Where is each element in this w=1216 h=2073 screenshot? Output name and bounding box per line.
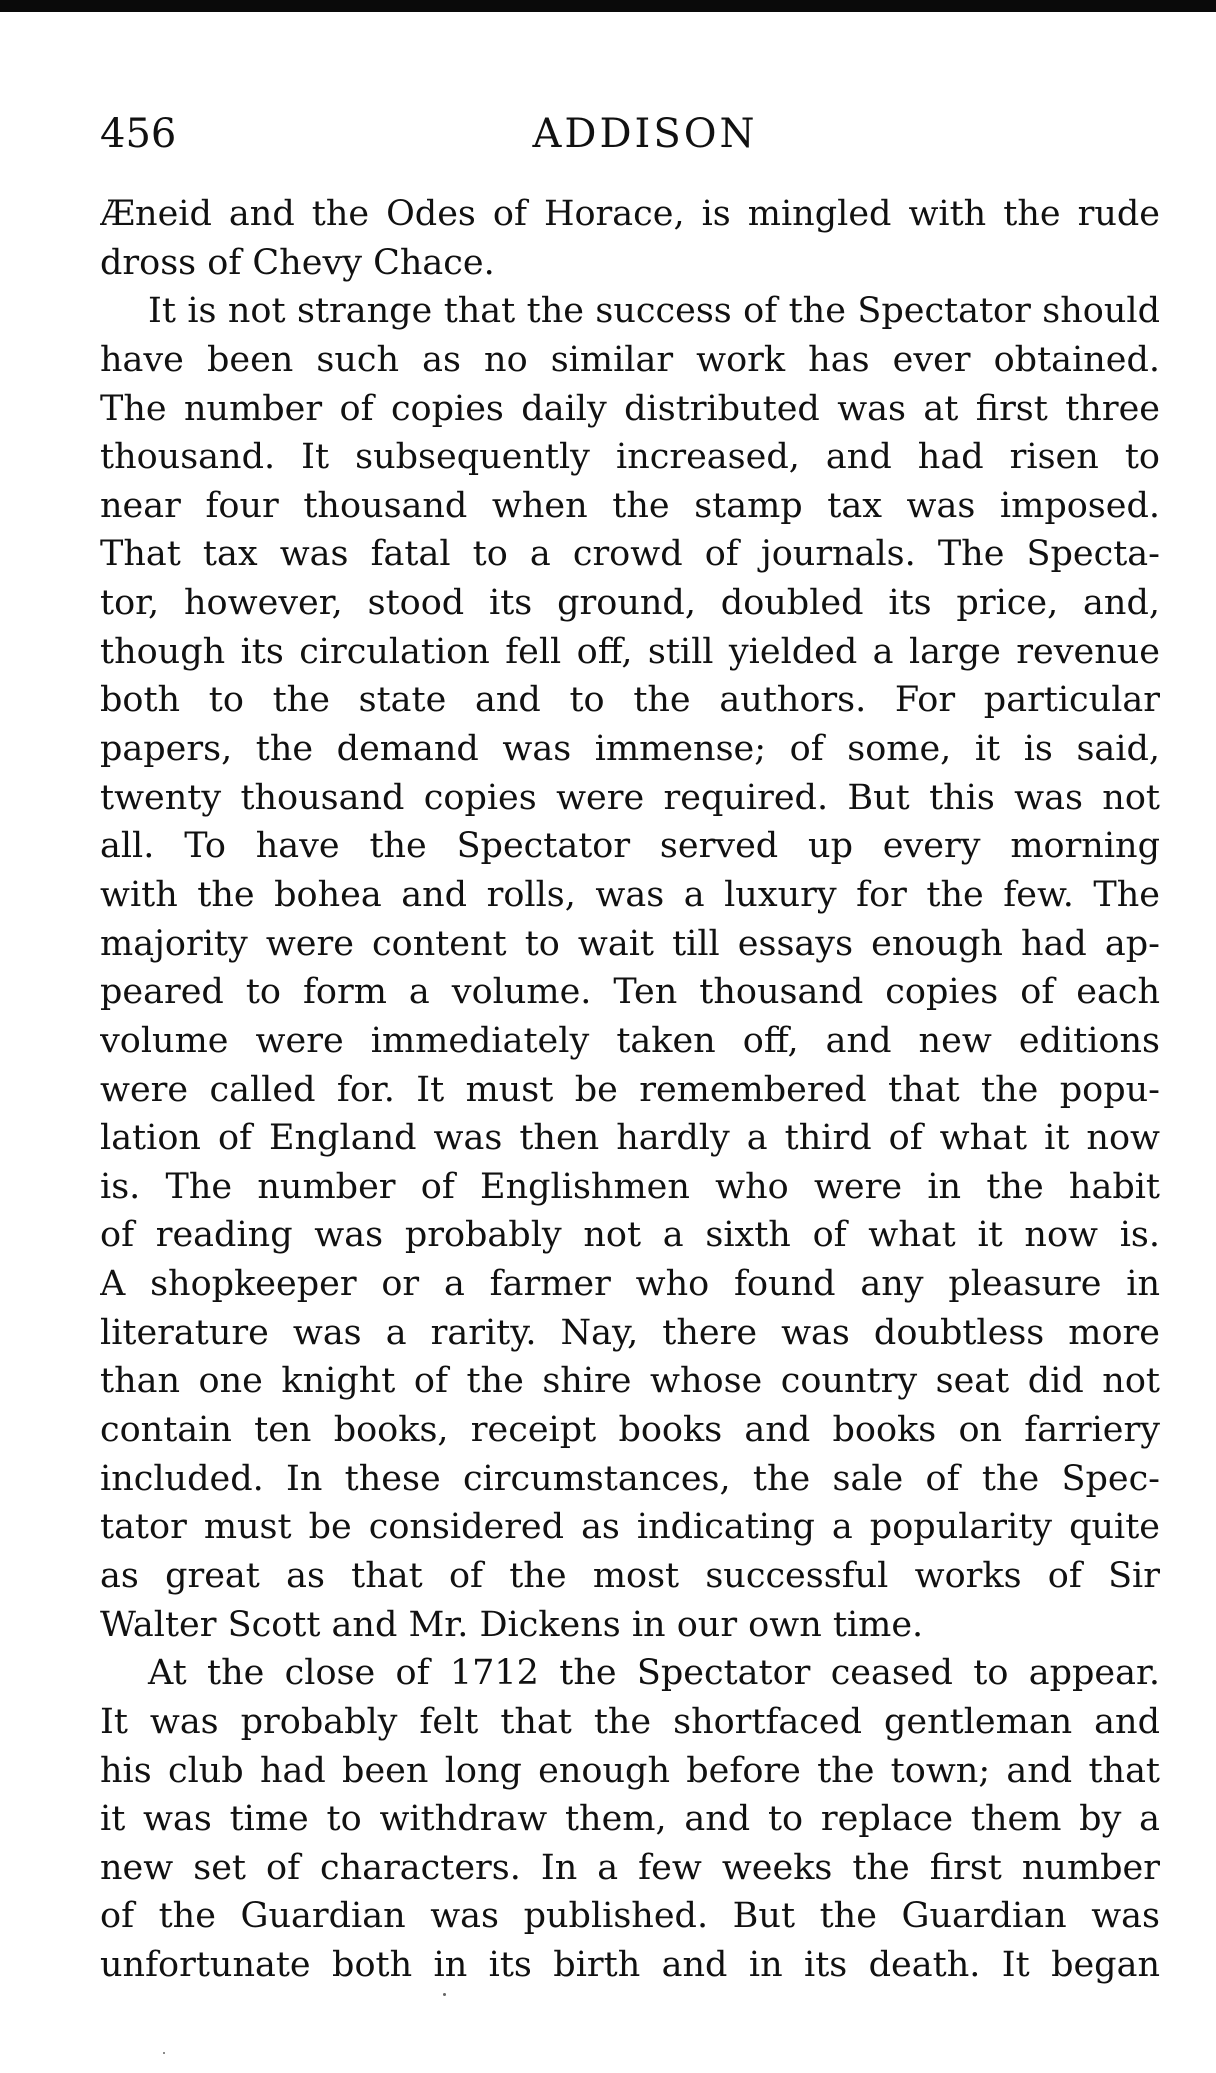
text-line: papers, the demand was immense; of some, it is said,	[100, 729, 1160, 770]
text-line: were called for. It must be remembered that the popu-	[100, 1069, 1160, 1110]
page-header	[100, 104, 1160, 164]
top-border-rule	[0, 0, 1216, 12]
scan-speck	[443, 1993, 446, 1996]
scan-speck	[163, 2052, 165, 2054]
text-line: volume were immediately taken off, and new editions	[100, 1020, 1160, 1061]
text-line: as great as that of the most successful works of Sir	[100, 1555, 1160, 1596]
text-line: Walter Scott and Mr. Dickens in our own time.	[100, 1604, 924, 1645]
text-line: than one knight of the shire whose country seat did not	[100, 1361, 1160, 1402]
text-line: tor, however, stood its ground, doubled its price, and,	[100, 583, 1160, 624]
text-line: peared to form a volume. Ten thousand copies of each	[100, 972, 1160, 1013]
text-line: It is not strange that the success of the Spectator should	[148, 291, 1160, 332]
text-line: near four thousand when the stamp tax was imposed.	[100, 485, 1160, 526]
text-line: lation of England was then hardly a third of what it now	[100, 1118, 1160, 1159]
text-line: At the close of 1712 the Spectator ceased to appear.	[148, 1653, 1160, 1694]
text-line: A shopkeeper or a farmer who found any pleasure in	[100, 1264, 1160, 1305]
body-text	[100, 190, 1160, 1990]
text-line: Æneid and the Odes of Horace, is mingled with the rude	[100, 194, 1160, 234]
text-line: It was probably felt that the shortfaced gentleman and	[100, 1701, 1160, 1742]
text-line: majority were content to wait till essays enough had ap-	[100, 923, 1160, 964]
text-line: have been such as no similar work has ever obtained.	[100, 339, 1160, 380]
text-line: though its circulation fell off, still yielded a large revenue	[100, 631, 1160, 672]
text-line: thousand. It subsequently increased, and had risen to	[100, 437, 1160, 478]
text-line: That tax was fatal to a crowd of journals. The Specta-	[100, 534, 1160, 575]
text-line: his club had been long enough before the town; and that	[100, 1750, 1160, 1791]
text-line: literature was a rarity. Nay, there was doubtless more	[100, 1312, 1160, 1353]
text-line: of reading was probably not a sixth of what it now is.	[100, 1215, 1160, 1256]
text-line: is. The number of Englishmen who were in the habit	[100, 1166, 1160, 1207]
text-line: all. To have the Spectator served up every morning	[100, 826, 1160, 867]
text-line: with the bohea and rolls, was a luxury for the few. The	[100, 874, 1160, 915]
text-line: twenty thousand copies were required. But this was not	[100, 777, 1160, 818]
text-line: dross of Chevy Chace.	[100, 242, 495, 283]
page-number: 456	[100, 111, 177, 157]
text-line: of the Guardian was published. But the Guardian was	[100, 1896, 1160, 1937]
text-line: tator must be considered as indicating a popularity quite	[100, 1507, 1160, 1548]
text-line: new set of characters. In a few weeks the first number	[100, 1847, 1160, 1888]
running-title: ADDISON	[532, 111, 758, 157]
text-line: included. In these circumstances, the sale of the Spec-	[100, 1458, 1160, 1499]
text-line: unfortunate both in its birth and in its death. It began	[100, 1945, 1160, 1986]
text-line: The number of copies daily distributed was at first three	[100, 388, 1160, 429]
text-line: it was time to withdraw them, and to replace them by a	[100, 1799, 1160, 1840]
text-line: contain ten books, receipt books and books on farriery	[100, 1410, 1160, 1451]
text-line: both to the state and to the authors. For particular	[100, 680, 1160, 721]
